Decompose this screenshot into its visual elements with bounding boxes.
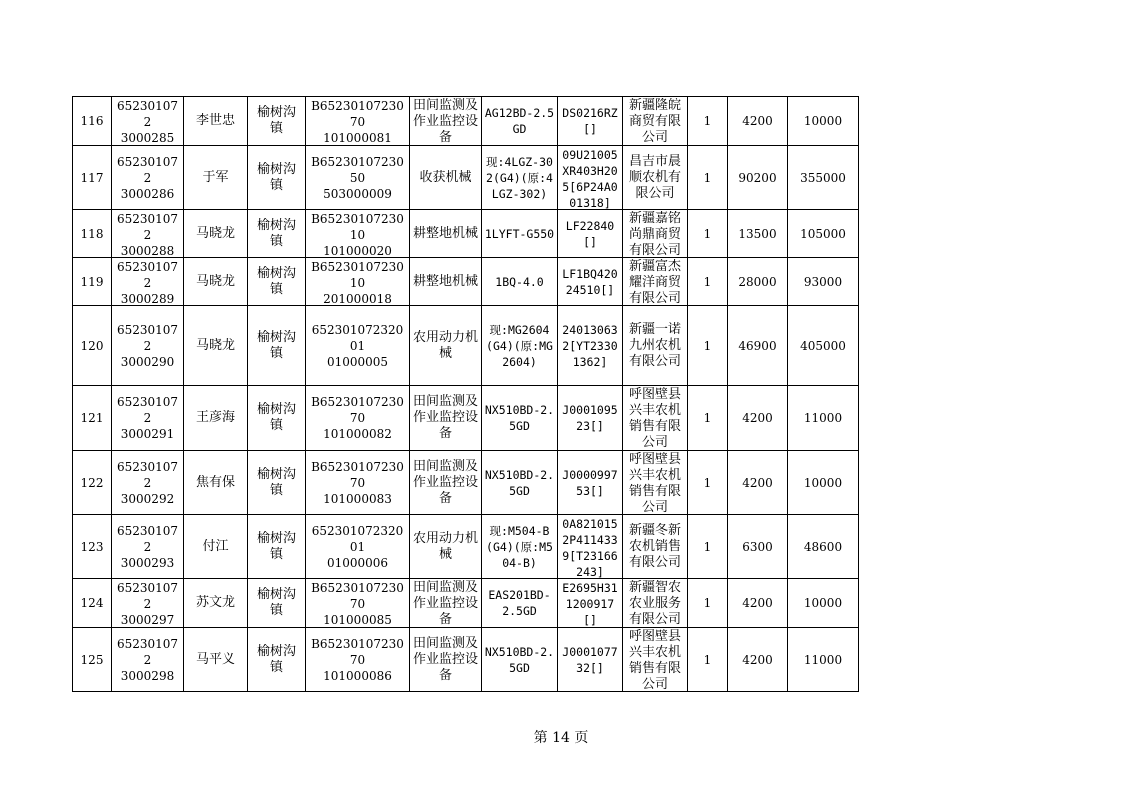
table-row bbox=[73, 386, 859, 451]
township bbox=[248, 258, 306, 306]
township bbox=[248, 628, 306, 692]
subsidy-amount bbox=[728, 451, 788, 515]
quantity bbox=[688, 210, 728, 258]
township-text: 镇 bbox=[269, 546, 283, 562]
sale-price bbox=[788, 386, 859, 451]
machine-category bbox=[410, 258, 482, 306]
quantity-text: 1 bbox=[703, 226, 712, 241]
subsidy-amount-text: 4200 bbox=[742, 411, 773, 425]
sale-price bbox=[788, 146, 859, 210]
subsidy-amount bbox=[728, 146, 788, 210]
id-number-text: 3000292 bbox=[120, 491, 175, 506]
item-code bbox=[306, 386, 410, 451]
dealer-name-text: 昌吉市晨顺农机有限公司 bbox=[628, 153, 681, 201]
sale-price-text: 105000 bbox=[800, 226, 846, 241]
machine-model bbox=[482, 515, 558, 579]
dealer-name bbox=[623, 210, 688, 258]
id-number-text: 3000285 bbox=[120, 130, 175, 145]
table-row bbox=[73, 97, 859, 146]
row-number-text: 120 bbox=[80, 338, 104, 353]
item-code bbox=[306, 579, 410, 628]
dealer-name-text: 新疆隆皖商贸有限公司 bbox=[628, 97, 681, 145]
id-number-text: 3000293 bbox=[120, 555, 175, 570]
sale-price-text: 10000 bbox=[803, 475, 843, 490]
serial-number bbox=[558, 258, 623, 306]
township-text: 镇 bbox=[269, 233, 283, 249]
owner-name-text: 马晓龙 bbox=[195, 225, 235, 241]
item-code-text: 101000086 bbox=[323, 668, 392, 683]
machine-model bbox=[482, 306, 558, 386]
township bbox=[248, 451, 306, 515]
township-text: 榆树沟 bbox=[256, 402, 296, 417]
township-text: 镇 bbox=[269, 603, 283, 618]
owner-name-text: 王彦海 bbox=[195, 410, 235, 425]
quantity-text: 1 bbox=[703, 475, 712, 490]
row-number-text: 119 bbox=[80, 274, 104, 289]
item-code-text: 101000020 bbox=[323, 243, 392, 257]
machine-model-text: NX510BD-2.5GD bbox=[484, 467, 555, 498]
id-number bbox=[112, 451, 184, 515]
item-code-text: 101000083 bbox=[323, 491, 392, 506]
item-code-text: 101000081 bbox=[323, 130, 392, 145]
serial-number bbox=[558, 579, 623, 628]
quantity-text: 1 bbox=[703, 274, 712, 289]
township-text: 榆树沟 bbox=[256, 329, 296, 345]
row-number bbox=[73, 628, 112, 692]
serial-number-text: J000099753[] bbox=[562, 467, 618, 498]
quantity bbox=[688, 579, 728, 628]
owner-name-text: 于军 bbox=[202, 169, 229, 185]
subsidy-amount-text: 28000 bbox=[738, 274, 777, 289]
id-number-text: 3000286 bbox=[120, 186, 175, 201]
machine-model bbox=[482, 451, 558, 515]
township-text: 榆树沟 bbox=[256, 587, 296, 602]
id-number bbox=[112, 628, 184, 692]
machine-category-text: 田间监测及作业监控设备 bbox=[412, 394, 478, 441]
subsidy-amount-text: 6300 bbox=[742, 539, 773, 554]
township-text: 榆树沟 bbox=[256, 466, 296, 482]
item-code-text: B6523010723010 bbox=[311, 259, 404, 290]
dealer-name-text: 新疆冬新农机销售有限公司 bbox=[628, 522, 681, 570]
id-number-text: 652301072 bbox=[116, 580, 179, 611]
machine-category bbox=[410, 97, 482, 146]
sale-price-text: 10000 bbox=[803, 596, 843, 610]
id-number-text: 3000297 bbox=[120, 612, 175, 627]
table-row bbox=[73, 451, 859, 515]
dealer-name bbox=[623, 306, 688, 386]
id-number bbox=[112, 210, 184, 258]
township-text: 榆树沟 bbox=[256, 530, 296, 546]
row-number-text: 124 bbox=[80, 596, 104, 610]
item-code bbox=[306, 451, 410, 515]
quantity bbox=[688, 306, 728, 386]
quantity-text: 1 bbox=[703, 652, 712, 667]
item-code bbox=[306, 97, 410, 146]
owner-name bbox=[184, 306, 248, 386]
serial-number-text: LF22840[] bbox=[565, 218, 615, 249]
owner-name bbox=[184, 628, 248, 692]
item-code-text: 101000082 bbox=[323, 427, 392, 441]
serial-number bbox=[558, 451, 623, 515]
item-code-text: B6523010723070 bbox=[311, 459, 404, 490]
machine-category-text: 农用动力机械 bbox=[412, 530, 478, 562]
table-row bbox=[73, 146, 859, 210]
dealer-name bbox=[623, 515, 688, 579]
item-code-text: 503000009 bbox=[323, 186, 392, 201]
serial-number bbox=[558, 146, 623, 210]
subsidy-amount bbox=[728, 210, 788, 258]
quantity bbox=[688, 515, 728, 579]
row-number-text: 122 bbox=[80, 475, 104, 490]
machine-model bbox=[482, 386, 558, 451]
township-text: 镇 bbox=[269, 121, 283, 136]
serial-number bbox=[558, 306, 623, 386]
item-code-text: 01000006 bbox=[326, 555, 389, 570]
subsidy-amount-text: 90200 bbox=[738, 170, 777, 185]
machine-category-text: 田间监测及作业监控设备 bbox=[412, 579, 478, 627]
owner-name-text: 马晓龙 bbox=[195, 273, 235, 289]
row-number-text: 125 bbox=[80, 652, 104, 667]
machine-model-text: AG12BD-2.5GD bbox=[484, 106, 555, 136]
machine-category-text: 田间监测及作业监控设备 bbox=[412, 458, 478, 506]
page-number: 第 14 页 bbox=[533, 730, 589, 746]
serial-number-text: 0A8210152P4114339[T23166243] bbox=[562, 516, 618, 578]
dealer-name-text: 新疆富杰耀洋商贸有限公司 bbox=[628, 258, 681, 305]
item-code-text: 201000018 bbox=[323, 291, 392, 305]
dealer-name-text: 呼图壁县兴丰农机销售有限公司 bbox=[628, 451, 681, 514]
dealer-name-text: 呼图壁县兴丰农机销售有限公司 bbox=[628, 386, 681, 450]
id-number-text: 652301072 bbox=[116, 211, 179, 242]
item-code-text: B6523010723070 bbox=[311, 98, 404, 129]
dealer-name bbox=[623, 146, 688, 210]
quantity bbox=[688, 97, 728, 146]
item-code bbox=[306, 306, 410, 386]
row-number bbox=[73, 258, 112, 306]
quantity-text: 1 bbox=[703, 170, 712, 185]
sale-price-text: 93000 bbox=[803, 274, 843, 289]
item-code bbox=[306, 210, 410, 258]
township-text: 榆树沟 bbox=[256, 105, 296, 120]
row-number bbox=[73, 97, 112, 146]
dealer-name bbox=[623, 386, 688, 451]
subsidy-amount-text: 4200 bbox=[742, 652, 773, 667]
machine-category bbox=[410, 210, 482, 258]
id-number-text: 652301072 bbox=[116, 636, 179, 667]
serial-number-text: LF1BQ42024510[] bbox=[562, 266, 618, 297]
row-number-text: 123 bbox=[80, 539, 104, 554]
dealer-name bbox=[623, 258, 688, 306]
dealer-name-text: 新疆智农农业服务有限公司 bbox=[628, 579, 681, 627]
sale-price-text: 10000 bbox=[803, 114, 843, 128]
sale-price bbox=[788, 306, 859, 386]
item-code bbox=[306, 628, 410, 692]
sale-price bbox=[788, 451, 859, 515]
sale-price bbox=[788, 628, 859, 692]
township-text: 镇 bbox=[269, 345, 283, 361]
owner-name-text: 马晓龙 bbox=[195, 337, 235, 353]
item-code bbox=[306, 258, 410, 306]
subsidy-amount bbox=[728, 628, 788, 692]
machine-model-text: 1BQ-4.0 bbox=[495, 274, 544, 289]
sale-price bbox=[788, 579, 859, 628]
item-code-text: B6523010723050 bbox=[311, 154, 404, 185]
serial-number-text: J000107732[] bbox=[562, 644, 618, 675]
township-text: 榆树沟 bbox=[256, 643, 296, 659]
machine-category bbox=[410, 386, 482, 451]
owner-name-text: 马平义 bbox=[195, 651, 235, 667]
township bbox=[248, 210, 306, 258]
table-row bbox=[73, 628, 859, 692]
quantity-text: 1 bbox=[703, 114, 712, 128]
dealer-name-text: 呼图壁县兴丰农机销售有限公司 bbox=[628, 628, 681, 691]
machine-category-text: 田间监测及作业监控设备 bbox=[412, 635, 478, 683]
machine-category bbox=[410, 146, 482, 210]
item-code-text: 65230107232001 bbox=[311, 523, 404, 554]
id-number-text: 652301072 bbox=[116, 259, 179, 290]
serial-number bbox=[558, 210, 623, 258]
dealer-name bbox=[623, 579, 688, 628]
machine-category-text: 农用动力机械 bbox=[412, 329, 478, 361]
quantity-text: 1 bbox=[703, 596, 712, 610]
machine-model bbox=[482, 579, 558, 628]
row-number-text: 121 bbox=[80, 411, 104, 425]
id-number bbox=[112, 97, 184, 146]
owner-name bbox=[184, 258, 248, 306]
row-number bbox=[73, 386, 112, 451]
quantity-text: 1 bbox=[703, 338, 712, 353]
item-code-text: 101000085 bbox=[323, 612, 392, 627]
owner-name-text: 焦有保 bbox=[195, 474, 235, 490]
machine-model-text: NX510BD-2.5GD bbox=[484, 403, 555, 433]
owner-name-text: 付江 bbox=[202, 538, 229, 554]
machine-category bbox=[410, 628, 482, 692]
owner-name-text: 李世忠 bbox=[195, 113, 235, 128]
township-text: 榆树沟 bbox=[256, 265, 296, 281]
serial-number-text: 240130632[YT23301362] bbox=[562, 322, 618, 369]
subsidy-amount-text: 13500 bbox=[738, 226, 777, 241]
machine-category-text: 耕整地机械 bbox=[412, 273, 478, 289]
id-number-text: 3000288 bbox=[120, 243, 175, 257]
item-code bbox=[306, 515, 410, 579]
dealer-name-text: 新疆一诺九州农机有限公司 bbox=[628, 321, 681, 369]
row-number bbox=[73, 306, 112, 386]
township bbox=[248, 306, 306, 386]
id-number-text: 652301072 bbox=[116, 322, 179, 353]
township-text: 镇 bbox=[269, 659, 283, 675]
sale-price bbox=[788, 97, 859, 146]
id-number bbox=[112, 258, 184, 306]
owner-name bbox=[184, 386, 248, 451]
machine-category bbox=[410, 515, 482, 579]
sale-price-text: 11000 bbox=[803, 652, 843, 667]
dealer-name bbox=[623, 628, 688, 692]
township bbox=[248, 579, 306, 628]
serial-number-text: E2695H311200917[] bbox=[562, 580, 618, 627]
id-number-text: 652301072 bbox=[116, 154, 179, 185]
item-code-text: 65230107232001 bbox=[311, 322, 404, 353]
sale-price-text: 355000 bbox=[800, 170, 846, 185]
serial-number bbox=[558, 628, 623, 692]
subsidy-amount bbox=[728, 386, 788, 451]
dealer-name-text: 新疆嘉铭尚鼎商贸有限公司 bbox=[628, 210, 681, 257]
id-number-text: 652301072 bbox=[116, 523, 179, 554]
township bbox=[248, 386, 306, 451]
owner-name bbox=[184, 515, 248, 579]
sale-price-text: 405000 bbox=[800, 338, 846, 353]
id-number-text: 3000291 bbox=[120, 427, 175, 441]
row-number-text: 118 bbox=[80, 226, 104, 241]
owner-name bbox=[184, 97, 248, 146]
id-number-text: 652301072 bbox=[116, 459, 179, 490]
quantity bbox=[688, 386, 728, 451]
item-code-text: B6523010723070 bbox=[311, 580, 404, 611]
township-text: 镇 bbox=[269, 482, 283, 498]
township bbox=[248, 146, 306, 210]
row-number-text: 116 bbox=[80, 114, 104, 128]
id-number-text: 3000298 bbox=[120, 668, 175, 683]
subsidy-amount bbox=[728, 97, 788, 146]
id-number bbox=[112, 515, 184, 579]
table-row bbox=[73, 515, 859, 579]
subsidy-amount bbox=[728, 258, 788, 306]
dealer-name bbox=[623, 451, 688, 515]
row-number-text: 117 bbox=[80, 170, 104, 185]
subsidy-table bbox=[72, 96, 859, 692]
row-number bbox=[73, 451, 112, 515]
row-number bbox=[73, 579, 112, 628]
township-text: 榆树沟 bbox=[256, 217, 296, 233]
township bbox=[248, 97, 306, 146]
owner-name bbox=[184, 146, 248, 210]
machine-model-text: EAS201BD-2.5GD bbox=[488, 588, 551, 618]
quantity-text: 1 bbox=[703, 539, 712, 554]
township-text: 榆树沟 bbox=[256, 161, 296, 177]
serial-number-text: J000109523[] bbox=[562, 403, 618, 433]
table-row bbox=[73, 210, 859, 258]
sale-price bbox=[788, 210, 859, 258]
id-number bbox=[112, 146, 184, 210]
quantity bbox=[688, 628, 728, 692]
township bbox=[248, 515, 306, 579]
subsidy-amount-text: 4200 bbox=[742, 596, 773, 610]
subsidy-amount-text: 46900 bbox=[738, 338, 777, 353]
subsidy-amount-text: 4200 bbox=[742, 114, 773, 128]
machine-category-text: 收获机械 bbox=[419, 169, 472, 185]
item-code-text: B6523010723010 bbox=[311, 211, 404, 242]
item-code-text: B6523010723070 bbox=[311, 395, 404, 425]
item-code-text: B6523010723070 bbox=[311, 636, 404, 667]
serial-number-text: 09U21005XR403H205[6P24A001318] bbox=[562, 147, 618, 209]
machine-model-text: 现:4LGZ-302(G4)(原:4LGZ-302) bbox=[486, 154, 553, 201]
owner-name bbox=[184, 579, 248, 628]
machine-model bbox=[482, 258, 558, 306]
id-number-text: 3000290 bbox=[120, 354, 175, 369]
sale-price-text: 11000 bbox=[803, 411, 843, 425]
township-text: 镇 bbox=[269, 177, 283, 193]
serial-number bbox=[558, 386, 623, 451]
subsidy-amount bbox=[728, 579, 788, 628]
id-number bbox=[112, 386, 184, 451]
machine-model bbox=[482, 97, 558, 146]
machine-model bbox=[482, 628, 558, 692]
row-number bbox=[73, 146, 112, 210]
id-number bbox=[112, 306, 184, 386]
township-text: 镇 bbox=[269, 281, 283, 297]
owner-name bbox=[184, 210, 248, 258]
serial-number bbox=[558, 97, 623, 146]
table-row bbox=[73, 258, 859, 306]
machine-model-text: 现:M504-B(G4)(原:M504-B) bbox=[486, 523, 553, 570]
subsidy-amount bbox=[728, 306, 788, 386]
machine-category bbox=[410, 306, 482, 386]
machine-category-text: 田间监测及作业监控设备 bbox=[412, 97, 478, 145]
quantity bbox=[688, 451, 728, 515]
sale-price bbox=[788, 515, 859, 579]
serial-number bbox=[558, 515, 623, 579]
quantity bbox=[688, 146, 728, 210]
item-code-text: 01000005 bbox=[326, 354, 389, 369]
owner-name bbox=[184, 451, 248, 515]
serial-number-text: DS0216RZ[] bbox=[562, 106, 618, 136]
machine-model bbox=[482, 210, 558, 258]
quantity bbox=[688, 258, 728, 306]
id-number bbox=[112, 579, 184, 628]
table-row bbox=[73, 579, 859, 628]
table-row bbox=[73, 306, 859, 386]
id-number-text: 652301072 bbox=[116, 395, 179, 425]
machine-category-text: 耕整地机械 bbox=[412, 225, 478, 241]
item-code bbox=[306, 146, 410, 210]
row-number bbox=[73, 210, 112, 258]
id-number-text: 3000289 bbox=[120, 291, 175, 305]
machine-category bbox=[410, 451, 482, 515]
sale-price bbox=[788, 258, 859, 306]
quantity-text: 1 bbox=[703, 411, 712, 425]
machine-model-text: NX510BD-2.5GD bbox=[484, 644, 555, 675]
subsidy-amount-text: 4200 bbox=[742, 475, 773, 490]
subsidy-amount bbox=[728, 515, 788, 579]
machine-category bbox=[410, 579, 482, 628]
machine-model bbox=[482, 146, 558, 210]
dealer-name bbox=[623, 97, 688, 146]
machine-model-text: 现:MG2604(G4)(原:MG2604) bbox=[486, 322, 553, 369]
row-number bbox=[73, 515, 112, 579]
machine-model-text: 1LYFT-G550 bbox=[484, 226, 555, 241]
owner-name-text: 苏文龙 bbox=[195, 595, 235, 610]
township-text: 镇 bbox=[269, 418, 283, 433]
id-number-text: 652301072 bbox=[116, 98, 179, 129]
sale-price-text: 48600 bbox=[803, 539, 843, 554]
